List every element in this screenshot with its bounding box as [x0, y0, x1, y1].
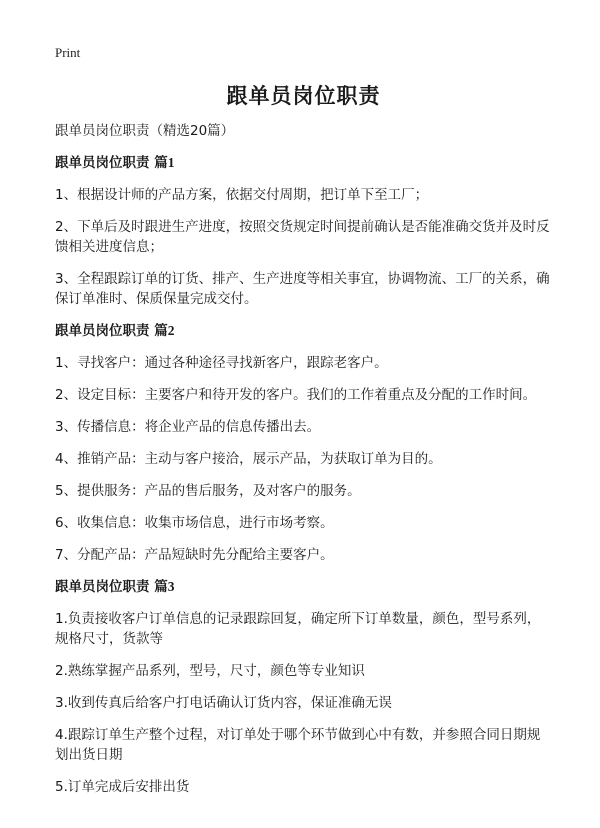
section-3: [55, 577, 552, 797]
section-heading-text: 跟单员岗位职责 篇: [55, 155, 168, 171]
section-heading: [55, 153, 552, 173]
list-item: 7、分配产品：产品短缺时先分配给主要客户。: [55, 547, 334, 563]
section-heading: [55, 577, 552, 597]
list-item: 3、传播信息：将企业产品的信息传播出去。: [55, 419, 321, 435]
section-heading-number: 3: [167, 579, 175, 594]
list-item: 1、根据设计师的产品方案，依据交付周期，把订单下至工厂；: [55, 187, 429, 203]
list-item: 2.熟练掌握产品系列，型号，尺寸，颜色等专业知识: [55, 663, 365, 679]
section-heading-text: 跟单员岗位职责 篇: [55, 579, 168, 595]
section-heading: [55, 321, 552, 341]
list-item: 2、下单后及时跟进生产进度，按照交货规定时间提前确认是否能准确交货并及时反馈相关进度信息；: [55, 219, 550, 255]
list-item: 2、设定目标：主要客户和待开发的客户。我们的工作着重点及分配的工作时间。: [55, 387, 537, 403]
list-item: 6、收集信息：收集市场信息，进行市场考察。: [55, 515, 334, 531]
list-item: 4、推销产品：主动与客户接洽，展示产品，为获取订单为目的。: [55, 451, 442, 467]
print-link[interactable]: Print: [55, 45, 81, 60]
document-title: 跟单员岗位职责: [226, 84, 381, 108]
list-item: 3.收到传真后给客户打电话确认订货内容，保证准确无误: [55, 695, 392, 711]
section-heading-number: 1: [167, 155, 175, 170]
list-item: 5、提供服务：产品的售后服务，及对客户的服务。: [55, 483, 361, 499]
list-item: 5.订单完成后安排出货: [55, 779, 190, 795]
section-2: [55, 321, 552, 565]
list-item: 1.负责接收客户订单信息的记录跟踪回复，确定所下订单数量，颜色，型号系列，规格尺寸，货款等: [55, 611, 541, 647]
document-subtitle: 跟单员岗位职责（精选20篇）: [55, 123, 235, 139]
section-1: [55, 153, 552, 309]
section-heading-number: 2: [167, 323, 175, 338]
section-heading-text: 跟单员岗位职责 篇: [55, 323, 168, 339]
list-item: 4.跟踪订单生产整个过程，对订单处于哪个环节做到心中有数，并参照合同日期规划出货日期: [55, 727, 541, 763]
list-item: 3、全程跟踪订单的订货、排产、生产进度等相关事宜，协调物流、工厂的关系，确保订单准时、保质保量完成交付。: [55, 271, 550, 307]
list-item: 1、寻找客户：通过各种途径寻找新客户，跟踪老客户。: [55, 355, 388, 371]
